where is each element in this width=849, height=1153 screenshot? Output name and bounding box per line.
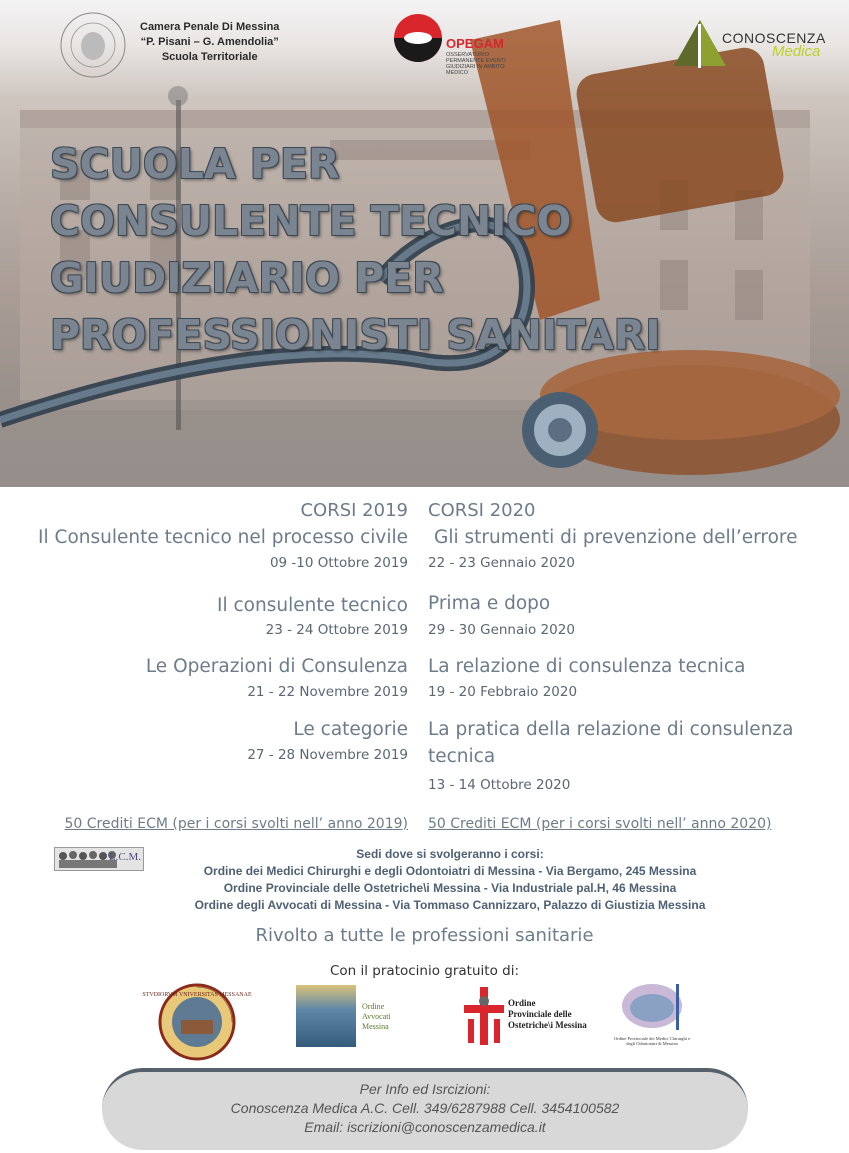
info-box (102, 1068, 748, 1150)
course-2020-title: La pratica della relazione di consulenza (428, 719, 794, 740)
medica-text: Medica (772, 43, 821, 60)
ecm-logo (54, 847, 144, 871)
camera-penale-seal-icon (58, 10, 128, 80)
title-line-2: CONSULENTE TECNICO (50, 197, 572, 245)
avvocati-logo-image (296, 985, 356, 1047)
course-2019-title: Il consulente tecnico (217, 595, 408, 616)
conoscenza-text: CONOSCENZA (722, 30, 826, 46)
camera-penale-line: Scuola Territoriale (161, 51, 258, 63)
course-2019-date: 09 -10 Ottobre 2019 (269, 555, 408, 571)
ostetriche-label-line: Ostetriche\i Messina (508, 1020, 587, 1030)
course-2020-date: 13 - 14 Ottobre 2020 (428, 777, 571, 793)
title-line-3: GIUDIZIARIO PER (50, 254, 444, 302)
avvocati-logo-label (362, 1002, 391, 1032)
ostetriche-logo-label (508, 998, 587, 1031)
course-2020-title-cont: tecnica (428, 746, 496, 767)
course-2020-date: 22 - 23 Gennaio 2020 (428, 555, 575, 571)
camera-penale-line: Camera Penale Di Messina (140, 21, 280, 33)
credits-2020-link[interactable]: 50 Crediti ECM (per i corsi svolti nell’ anno 2020) (428, 816, 772, 832)
opegam-name: OPEGAM (446, 36, 504, 51)
opegam-subtitle: OSSERVATORIO PERMANENTE EVENTI GIUDIZIARI IN AMBITO MEDICO (446, 52, 506, 76)
sedi-line: Ordine degli Avvocati di Messina - Via Tommaso Cannizzaro, Palazzo di Giustizia Messina (194, 898, 706, 912)
ostetriche-cross-icon (462, 985, 506, 1047)
avvocati-label-line: Messina (362, 1022, 389, 1031)
title-line-4: PROFESSIONISTI SANITARI (50, 311, 661, 359)
ordine-medici-logo-icon (616, 982, 688, 1034)
sedi-line: Ordine Provinciale delle Ostetriche\i Messina - Via Industriale pal.H, 46 Messina (223, 881, 677, 895)
course-2020-date: 19 - 20 Febbraio 2020 (428, 684, 578, 700)
ostetriche-label-line: Provinciale delle (508, 1009, 572, 1019)
course-2019-date: 27 - 28 Novembre 2019 (247, 747, 408, 763)
course-2019-title: Le Operazioni di Consulenza (145, 656, 408, 677)
rivolto-text: Rivolto a tutte le professioni sanitarie (255, 925, 594, 946)
course-2019-date: 21 - 22 Novembre 2019 (247, 684, 408, 700)
camera-penale-text (140, 20, 279, 65)
ecm-label: E.C.M. (108, 851, 141, 863)
course-2020-title: La relazione di consulenza tecnica (428, 656, 746, 677)
course-2020-title: Gli strumenti di prevenzione dell’errore (434, 527, 798, 548)
conoscenza-medica-logo-icon (672, 16, 728, 72)
course-2020-title: Prima e dopo (428, 593, 551, 614)
course-2019-title: Le categorie (293, 719, 408, 740)
university-messina-seal-icon (142, 982, 252, 1062)
title-line-1: SCUOLA PER (50, 140, 340, 188)
ordine-medici-label: Ordine Provinciale dei Medici Chirurghi e degli Odontoiatri di Messina (613, 1036, 691, 1046)
sedi-block (140, 846, 760, 914)
opegam-logo-icon (388, 8, 448, 78)
corsi-2019-header: CORSI 2019 (300, 500, 408, 521)
info-phone[interactable]: Conoscenza Medica A.C. Cell. 349/6287988 Cell. 3454100582 (230, 1100, 620, 1116)
sedi-line: Ordine dei Medici Chirurghi e degli Odontoiatri di Messina - Via Bergamo, 245 Messina (203, 864, 697, 878)
university-ring-text: STVDIORVM VNIVERSITAS MESSANAE (142, 992, 252, 998)
credits-2019-link[interactable]: 50 Crediti ECM (per i corsi svolti nell’ anno 2019) (64, 816, 408, 832)
info-heading: Per Info ed Isrcizioni: (359, 1081, 491, 1097)
sedi-heading: Sedi dove si svolgeranno i corsi: (356, 847, 544, 861)
info-email[interactable]: Email: iscrizioni@conoscenzamedica.it (304, 1119, 546, 1135)
avvocati-label-line: Avvocati (362, 1012, 391, 1021)
avvocati-label-line: Ordine (362, 1002, 385, 1011)
camera-penale-line: “P. Pisani – G. Amendolia” (140, 36, 279, 48)
course-2020-date: 29 - 30 Gennaio 2020 (428, 622, 575, 638)
ostetriche-label-line: Ordine (508, 998, 536, 1008)
hero-banner (0, 0, 849, 487)
course-2019-title: Il Consulente tecnico nel processo civile (38, 527, 408, 548)
patrocinio-text: Con il pratocinio gratuito di: (329, 963, 519, 979)
course-2019-date: 23 - 24 Ottobre 2019 (265, 622, 408, 638)
corsi-2020-header: CORSI 2020 (428, 500, 536, 521)
